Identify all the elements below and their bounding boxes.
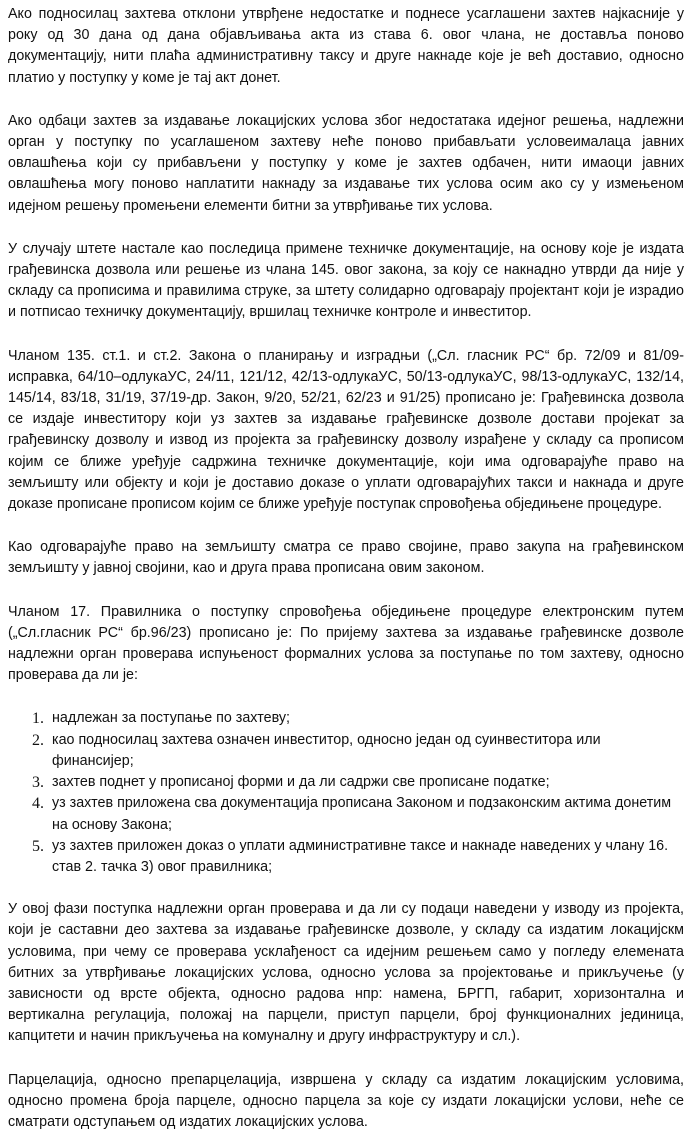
paragraph-rejection-conditions: Ако одбаци захтев за издавање локацијских услова због недостатака идејног решења, надлежни орган у поступку по усаглашеном захтеву неће поново прибављати условеималаца јавних овлашћења који су прибављени у поступку у коме је захтев одбачен, нити имаоци јавних овлашћења могу поново наплатити накнаду за издавање тих услова осим ако су у измењеном идејном решењу промењени елементи битни за утврђивање тих услова.: [8, 112, 684, 214]
list-item-number: 4.: [32, 795, 44, 813]
paragraph-article-135: Чланом 135. ст.1. и ст.2. Закона о планирању и изградњи („Сл. гласник РС“ бр. 72/09 и 81/09-исправка, 64/10–одлукаУС, 24/11, 121/12, 42/13-одлукаУС, 50/13-одлукаУС, 98/13-одлукаУС, 132/14, 145/14, 83/18, 31/19, 37/19-др. Закон, 9/20, 52/21, 62/23 и 91/25) прописано је: Грађевинска дозвола се издаје инвеститору који уз захтев за издавање грађевинске дозволе достави пројекат за грађевинску дозволу и извод из пројекта за грађевинску дозволу израђене у складу са прописом којим се ближе уређује садржина техничке документације, који има одговарајуће право на земљишту или објекту и који је доставио доказе о уплати одговарајућих такси и накнада и друге доказе прописане прописом којим се ближе уређује поступак спровођења обједињене процедуре.: [8, 347, 684, 513]
list-item: [32, 708, 684, 729]
list-item-text: као подносилац захтева означен инвеститор, односно један од суинвеститора или финансијер;: [52, 731, 601, 769]
paragraph-resubmission: Ако подносилац захтева отклони утврђене недостатке и поднесе усаглашени захтев најкасније у року од 30 дана од дана објављивања акта из става 6. овог члана, не доставља поново документацију, нити плаћа административну таксу и друге накнаде које је већ доставио, односно платио у поступку у коме је тај акт донет.: [8, 6, 684, 86]
paragraph-liability: У случају штете настале као последица примене техничке документације, на основу које је издата грађевинска дозвола или решење из члана 145. овог закона, за коју се накнадно утврди да није у складу са прописима и правилима струке, за штету солидарно одговарају пројектант који је израдио и потписао техничку документацију, вршилац техничке контроле и инвеститор.: [8, 240, 684, 321]
list-item-text: надлежан за поступање по захтеву;: [52, 710, 291, 727]
list-item: [32, 772, 684, 793]
paragraph-verification-phase: У овој фази поступка надлежни орган проверава и да ли су подаци наведени у изводу из пројекта, који је саставни део захтева за издавање грађевинске дозволе, у складу са издатим локацијскм условима, при чему се проверава усклађеност са идејним решењем само у погледу елемената битних за утврђивање локацијских услова, односно услова за пројектовање и прикључење (у зависности од врсте објекта, односно радова нпр: намена, БРГП, габарит, хоризонтална и вертикална регулација, положај на парцели, приступ парцели, број функционалних јединица, капцитети и начин прикључења на комуналну и другу инфраструктуру и сл.).: [8, 901, 684, 1045]
formal-conditions-list: [8, 708, 684, 878]
list-item-text: уз захтев приложена сва документација прописана Законом и подзаконским актима донетим на основу Закона;: [52, 795, 672, 833]
list-item-text: захтев поднет у прописаној форми и да ли садржи све прописане податке;: [52, 774, 550, 791]
list-item-number: 5.: [32, 837, 44, 855]
paragraph-land-rights: Као одговарајуће право на земљишту сматра се право својине, право закупа на грађевинском земљишту у јавној својини, као и друга права прописана овим законом.: [8, 539, 684, 577]
paragraph-parcellation: Парцелација, односно препарцелација, извршена у складу са издатим локацијским условима, односно промена броја парцеле, односно парцела за које су издати локацијски услови, неће се сматрати одступањем од издатих локацијских услова.: [8, 1071, 684, 1130]
list-item-number: 1.: [32, 710, 44, 728]
list-item-number: 3.: [32, 774, 44, 792]
list-item: [32, 730, 684, 772]
list-item: [32, 836, 684, 878]
paragraph-article-17: Чланом 17. Правилника о поступку спровођења обједињене процедуре електронским путем („Сл.гласник РС“ бр.96/23) прописано је: По пријему захтева за издавање грађевинске дозволе надлежни орган проверава испуњеност формалних услова за поступање по том захтеву, односно проверава да ли је:: [8, 603, 684, 684]
list-item-text: уз захтев приложен доказ о уплати административне таксе и накнаде наведених у члану 16. став 2. тачка 3) овог правилника;: [52, 837, 669, 875]
list-item-number: 2.: [32, 731, 44, 749]
list-item: [32, 793, 684, 835]
